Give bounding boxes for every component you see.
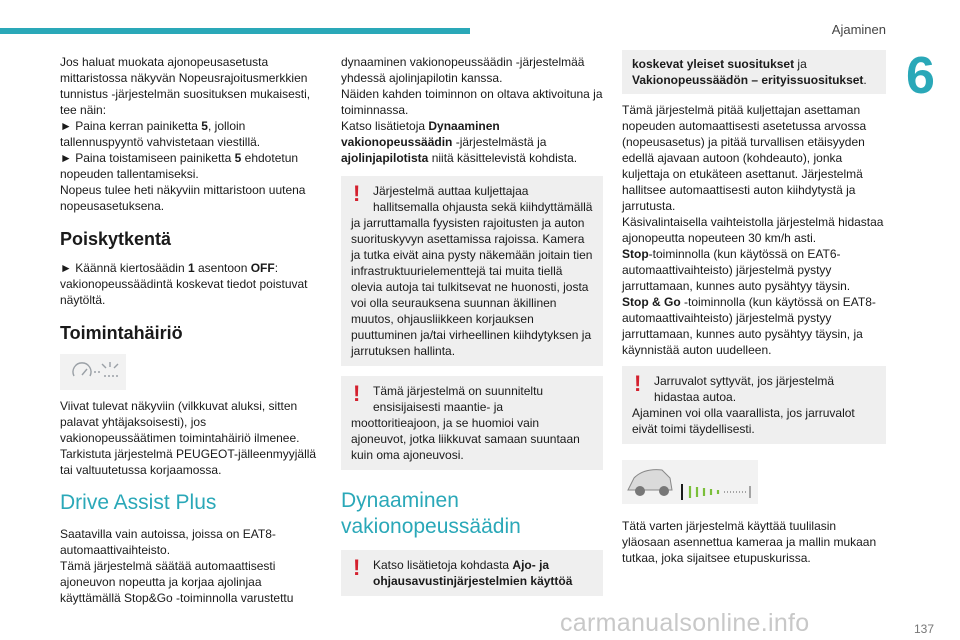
paragraph: Nopeus tulee heti näkyviin mittaristoon uutena nopeusasetuksena. <box>60 183 306 213</box>
heading-poiskytkenta: Poiskytkentä <box>60 229 172 249</box>
paragraph: Käsivalintaisella vaihteistolla järjestelmä hidastaa ajonopeutta nopeuteen 30 km/h asti. <box>622 215 884 245</box>
column-2 <box>341 54 603 602</box>
paragraph: Stop-toiminnolla (kun käytössä on EAT6-automaattivaihteisto) järjestelmä pystyy jarruttamaan, kunnes auto pysähtyy täysin. <box>622 247 851 293</box>
bullet: ► Paina toistamiseen painiketta 5 ehdotetun nopeuden tallentamiseksi. <box>60 151 299 181</box>
page-number: 137 <box>913 622 934 636</box>
chapter-tab <box>894 46 960 118</box>
paragraph: Näiden kahden toiminnon on oltava aktivoituna ja toiminnassa. <box>341 87 603 117</box>
warning-box-continued: koskevat yleiset suositukset ja Vakionopeussäädön – erityissuositukset. <box>622 50 886 94</box>
section-title: Ajaminen <box>831 22 886 37</box>
column-1 <box>60 54 322 606</box>
watermark: carmanualsonline.info <box>560 609 810 637</box>
bullet: ► Paina kerran painiketta 5, jolloin tallennuspyyntö vahvistetaan viestillä. <box>60 119 261 149</box>
chapter-number: 6 <box>906 47 935 105</box>
warning-box: ! Järjestelmä auttaa kuljettajaa hallitsemalla ohjausta sekä kiihdyttämällä ja jarruttamalla fyysisten rajoitusten ja auton suorituskyvyn asettamissa rajoissa. Kamera ja tutka eivät aina pysty näkemään joitain tien infrastruktuurielementtejä tai muita tiellä olevia autoja tai tulkitsevat ne huonosti, josta voi olla seurauksena suunnan äkillinen muutos, ohjausliikkeen korjauksen puuttuminen ja/tai virheellinen kiihdytyksen ja jarrutuksen hallinta. <box>341 176 603 366</box>
paragraph: Tämä järjestelmä pitää kuljettajan asettaman nopeuden automaattisesti asetetussa arvossa (nopeusasetus) ja pitää turvallisen etäisyyden edellä ajavaan autoon (kohdeauto), jonka kuljettaja on etukäteen asettanut. Järjestelmä hallitsee automaattisesti auton kiihdytystä ja jarrutusta. <box>622 103 867 213</box>
paragraph: Jos haluat muokata ajonopeusasetusta mittaristossa näkyvän Nopeusrajoitusmerkkien tunnistus -järjestelmän suosituksen mukaisesti, tee näin: <box>60 55 311 117</box>
paragraph: Stop & Go -toiminnolla (kun käytössä on EAT8-automaattivaihteisto) järjestelmä pystyy jarruttamaan, kunnes auto pysähtyy täysin, ja käynnistää auton uudelleen. <box>622 295 876 357</box>
bullet: ► Käännä kiertosäädin 1 asentoon OFF: vakionopeussäädintä koskevat tiedot poistuvat näytöltä. <box>60 261 308 307</box>
warning-icon: ! <box>353 555 361 580</box>
warning-box: ! Tämä järjestelmä on suunniteltu ensisijaisesti maantie- ja moottoritieajoon, ja se huomioi vain ajoneuvot, jotka liikkuvat samaan suuntaan kuin oma ajoneuvosi. <box>341 376 603 470</box>
warning-box: ! Katso lisätietoja kohdasta Ajo- ja ohjausavustinjärjestelmien käyttöä <box>341 550 603 596</box>
cruise-fault-icon <box>60 354 126 390</box>
warning-icon: ! <box>353 381 361 406</box>
paragraph: Tämä järjestelmä säätää automaattisesti ajoneuvon nopeutta ja korjaa ajolinjaa käyttämällä Stop&Go -toiminnolla varustettu <box>60 559 294 605</box>
warning-icon: ! <box>353 181 361 206</box>
column-3 <box>622 54 886 566</box>
warning-box: ! Jarruvalot syttyvät, jos järjestelmä hidastaa autoa. Ajaminen voi olla vaarallista, jos jarruvalot eivät toimi täydellisesti. <box>622 366 886 444</box>
paragraph: Katso lisätietoja Dynaaminen vakionopeussäädin -järjestelmästä ja ajolinjapilotista niitä käsittelevistä kohdista. <box>341 119 578 165</box>
paragraph: Saatavilla vain autoissa, joissa on EAT8-automaattivaihteisto. <box>60 527 276 557</box>
warning-icon: ! <box>634 371 642 396</box>
paragraph: Tarkistuta järjestelmä PEUGEOT-jälleenmyyjällä tai valtuutetussa korjaamossa. <box>60 447 317 477</box>
heading-dynaaminen-vakionopeussaadin: Dynaaminen vakionopeussäädin <box>341 489 521 538</box>
paragraph: Tätä varten järjestelmä käyttää tuulilasin yläosaan asennettua kameraa ja mallin mukaan tutkaa, joka sijaitsee etupuskurissa. <box>622 519 877 565</box>
heading-drive-assist-plus: Drive Assist Plus <box>60 491 217 514</box>
header-accent-bar <box>0 28 470 34</box>
radar-car-illustration <box>622 460 758 504</box>
paragraph: Viivat tulevat näkyviin (vilkkuvat aluksi, sitten palavat yhtäjaksoisesti), jos vakionopeussäätimen toimintahäiriö ilmenee. <box>60 399 300 445</box>
paragraph: dynaaminen vakionopeussäädin -järjestelmää yhdessä ajolinjapilotin kanssa. <box>341 55 585 85</box>
heading-toimintahairio: Toimintahäiriö <box>60 323 183 343</box>
